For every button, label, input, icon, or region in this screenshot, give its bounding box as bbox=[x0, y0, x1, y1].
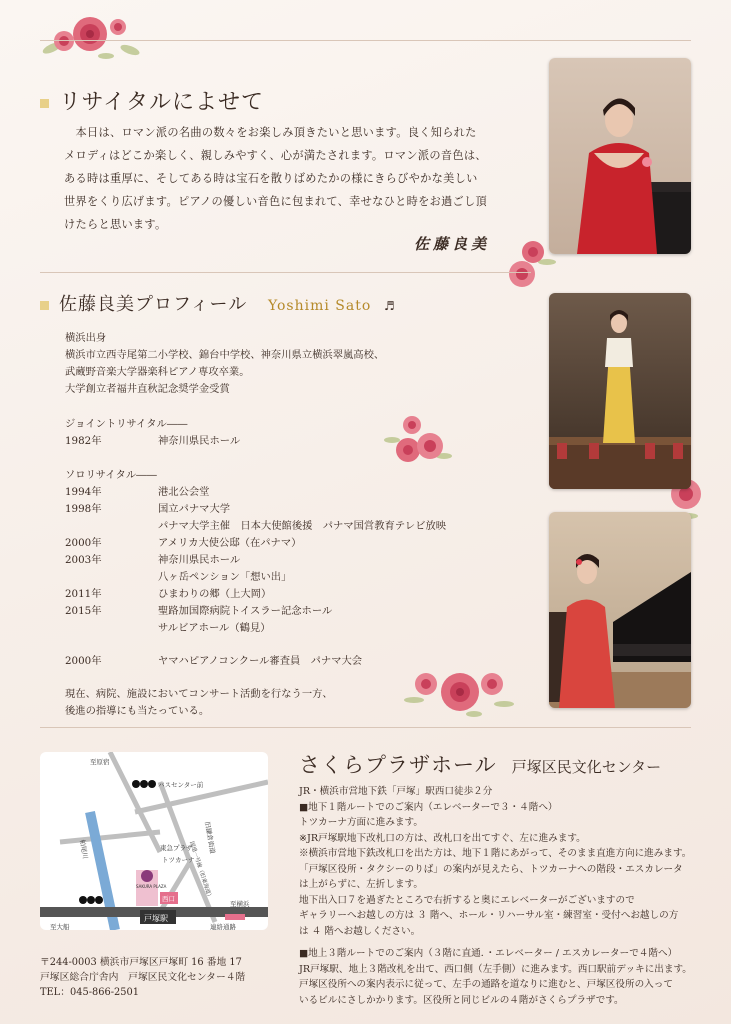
profile-content bbox=[65, 330, 485, 720]
map-label-bus: バスセンター前 bbox=[158, 781, 204, 789]
top-divider bbox=[40, 40, 691, 41]
address-block: 〒244-0003 横浜市戸塚区戸塚町 16 番地 17 戸塚区総合庁舎内 戸塚区民文化センター４階 TEL：045-866-2501 bbox=[40, 957, 246, 998]
stage-photo bbox=[549, 293, 691, 489]
recital-body: 本日は、ロマン派の名曲の数々をお楽しみ頂きたいと思います。良く知られたメロディはどこか楽しく、親しみやすく、心が満たされます。ロマン派の音色は、ある時は重厚に、そしてある時は宝石を散りばめたかの様にきらびやかな美しい世界をくり広げます。ピアノの優しい音色に包まれて、幸せなひと時をお過ごし頂けたらと思います。 bbox=[64, 126, 488, 231]
judge-row: 2000年 ヤマハピアノコンクール審査員 パナマ大会 bbox=[65, 655, 363, 667]
map-label-totsukana: トツカーナ bbox=[162, 856, 195, 864]
profile-education: 横浜市立西寺尾第二小学校、錦台中学校、神奈川県立横浜翠嵐高校、 武蔵野音楽大学器楽科ピアノ専攻卒業。 大学創立者福井直秋記念奨学金受賞 bbox=[65, 349, 385, 395]
map-label-tokyu: 東急プラザ bbox=[160, 844, 193, 852]
history-row: 1982年 神奈川県民ホール bbox=[65, 435, 241, 447]
map-label-national: 国道一号線（旧東海道） bbox=[188, 840, 213, 901]
profile-heading: 佐藤良美プロフィール Yoshimi Sato ♬ bbox=[40, 290, 396, 316]
history-row: 1994年 港北公会堂 bbox=[65, 486, 210, 498]
solo-heading: ソロリサイタル―― bbox=[65, 469, 157, 481]
joint-heading: ジョイントリサイタル―― bbox=[65, 418, 188, 430]
map-label-kamakura: 旧鎌倉街道 bbox=[203, 820, 217, 855]
access-directions: JR・横浜市営地下鉄「戸塚」駅西口徒歩２分 ■地下１階ルートでのご案内（エレベーターで３・４階へ） トツカーナ方面に進みます。 ※JR戸塚駅地下改札口の方は、改札口を出てすぐ、左に進みます。 ※横浜市営地下鉄改札口を出た方は、地下１階にあがって、そのまま直進方向に進みます。 「戸塚区役所・タクシーのりば」の案内が見えたら、トツカーナへの階段・エスカレータ は上がらずに、左折します。 地下出入口７を過ぎたところで右折すると奥にエレベーターがございますので ギャラリーへお越しの方は ３ 階へ、ホール・リハーサル室・練習室・受付へお越しの方 は ４ 階へお越しください。 ■地上３階ルートでのご案内（３階に直通．・エレベーター / エスカレーターで４階へ） JR戸塚駅、地上３階改札を出て、西口側（左手側）に進みます。西口駅前デッキに出ます。 戸塚区役所への案内表示に従って、左手の通路を道なりに進むと、戸塚区役所の入って いるビルにさしかかります。区役所と同じビルの４階がさくらプラザです。 bbox=[299, 786, 692, 1006]
heading-marker bbox=[40, 301, 49, 310]
signature: 佐藤良美 bbox=[414, 235, 491, 253]
bottom-divider bbox=[40, 727, 691, 728]
history-row: 2015年 聖路加国際病院トイスラー記念ホール サルビアホール（鶴見） bbox=[65, 605, 333, 634]
profile-origin: 横浜出身 bbox=[65, 332, 107, 344]
portrait-photo bbox=[549, 58, 691, 254]
profile-romaji: Yoshimi Sato bbox=[267, 298, 372, 314]
history-row: 1998年 国立パナマ大学 パナマ大学主催 日本大使館後援 パナマ国営教育テレビ放映 bbox=[65, 503, 447, 532]
piano-photo bbox=[549, 512, 691, 708]
map-label-ofuna: 至大船 bbox=[50, 923, 70, 930]
map-label-west: 西口 bbox=[162, 895, 175, 903]
heading-marker bbox=[40, 99, 49, 108]
history-row: 2003年 神奈川県民ホール 八ヶ岳ペンション「想い出」 bbox=[65, 554, 292, 583]
recital-heading: リサイタルによせて bbox=[40, 85, 264, 116]
map-label-yokohama: 至横浜 bbox=[230, 900, 250, 908]
venue-subtitle: 戸塚区民文化センター bbox=[511, 758, 662, 776]
venue-name: さくらプラザホール bbox=[299, 753, 497, 777]
history-row: 2011年 ひまわりの郷（上大岡） bbox=[65, 588, 272, 600]
map-label-station: 戸塚駅 bbox=[144, 914, 168, 923]
map-label-river: 柏尾川 bbox=[78, 838, 90, 860]
history-row: 2000年 アメリカ大使公邸（在パナマ） bbox=[65, 537, 302, 549]
piano-icon: ♬ bbox=[384, 299, 396, 313]
map-label-connect: 連絡通路 bbox=[210, 923, 236, 930]
access-map bbox=[40, 752, 268, 930]
map-label-kohara: 至原宿 bbox=[90, 758, 110, 766]
map-label-sakura: SAKURA PLAZA bbox=[136, 884, 167, 889]
section-divider bbox=[40, 272, 531, 273]
venue-heading bbox=[299, 749, 661, 779]
profile-activities: 現在、病院、施設においてコンサート活動を行なう一方、 後進の指導にも当たっている。 bbox=[65, 688, 333, 717]
rose-decoration-top bbox=[38, 10, 143, 62]
